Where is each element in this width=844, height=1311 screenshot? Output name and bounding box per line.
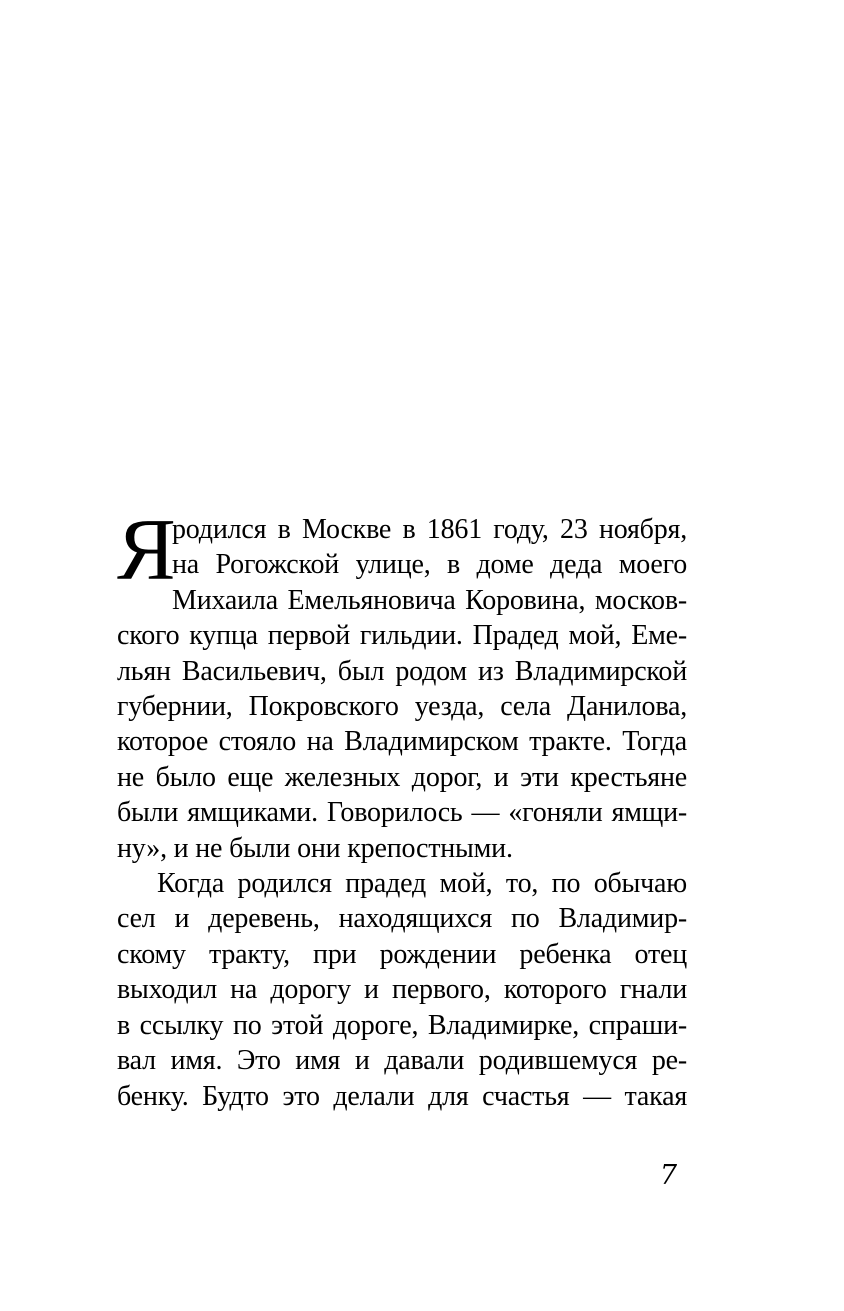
paragraph bbox=[117, 502, 687, 866]
text-line: Когда родился прадед мой, то, по обычаю bbox=[157, 868, 687, 900]
text-line: которое стояло на Владимирском тракте. Тогда bbox=[117, 726, 687, 758]
text-line: вал имя. Это имя и давали родившемуся ре- bbox=[117, 1045, 687, 1077]
text-line: родился в Москве в 1861 году, 23 ноября, bbox=[172, 514, 687, 545]
text-line: губернии, Покровского уезда, села Данилова, bbox=[117, 691, 687, 723]
text-line: скому тракту, при рождении ребенка отец bbox=[117, 938, 687, 970]
text-line: льян Васильевич, был родом из Владимирской bbox=[117, 655, 687, 687]
text-line: в ссылку по этой дороге, Владимирке, спраши- bbox=[117, 1009, 687, 1041]
text-line: выходил на дорогу и первого, которого гнали bbox=[117, 974, 687, 1006]
page-number: 7 bbox=[659, 1160, 677, 1191]
text-line: ского купца первой гильдии. Прадед мой, Еме- bbox=[117, 620, 687, 652]
drop-cap: Я bbox=[117, 502, 176, 599]
text-line: не было еще железных дорог, и эти крестьяне bbox=[117, 761, 687, 793]
text-line: на Рогожской улице, в доме деда моего bbox=[172, 549, 687, 581]
text-line: бенку. Будто это делали для счастья — такая bbox=[117, 1080, 687, 1112]
text-line: Михаила Емельяновича Коровина, москов- bbox=[172, 584, 687, 616]
text-line: были ямщиками. Говорилось — «гоняли ямщи- bbox=[117, 797, 687, 829]
text-block bbox=[117, 502, 687, 1114]
text-line: сел и деревень, находящихся по Владимир- bbox=[117, 903, 687, 935]
paragraph bbox=[117, 866, 687, 1114]
text-line: ну», и не были они крепостными. bbox=[117, 832, 513, 864]
